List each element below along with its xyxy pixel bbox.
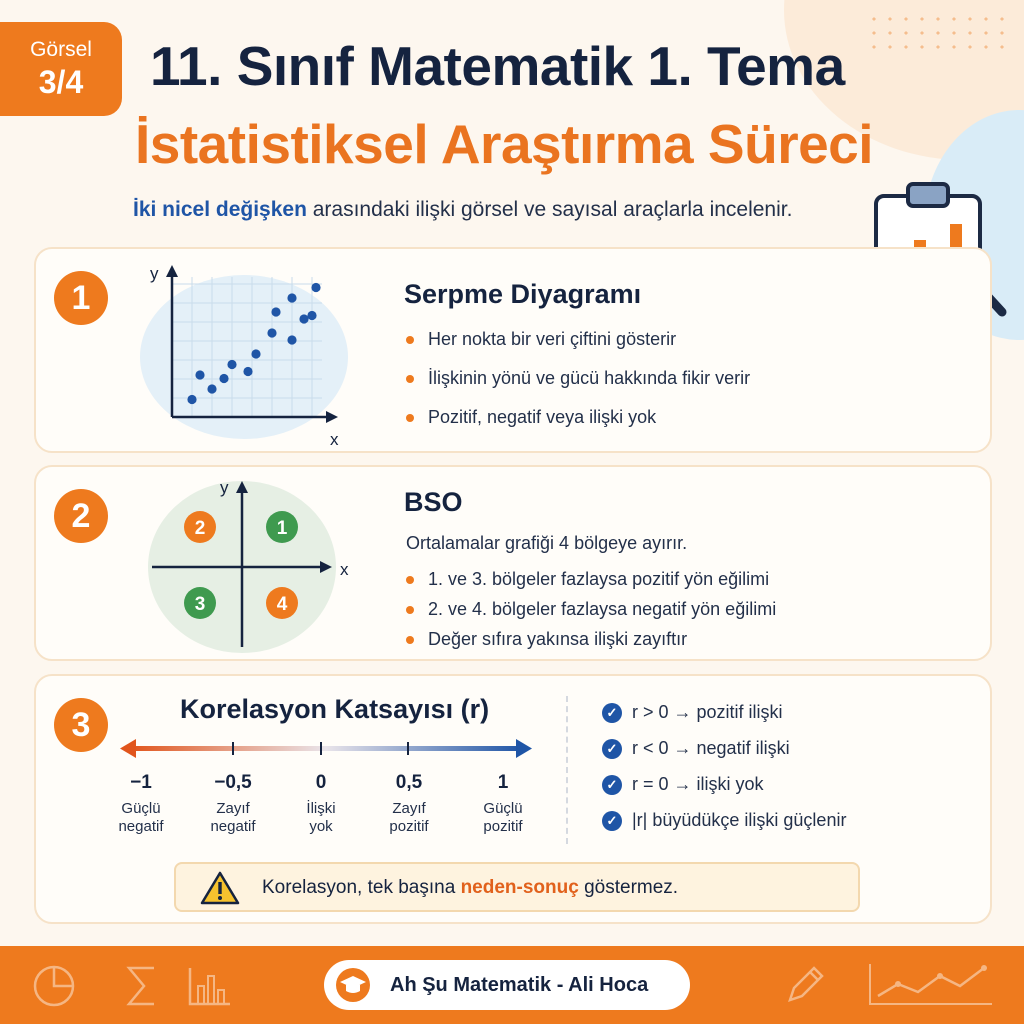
warning-text: Korelasyon, tek başına neden-sonuç göstermez. (262, 877, 679, 898)
check-icon: ✓ (602, 775, 622, 795)
list-item: ✓ r < 0 → negatif ilişki (602, 738, 846, 760)
check-icon: ✓ (602, 703, 622, 723)
page-title: 11. Sınıf Matematik 1. Tema (150, 35, 845, 97)
quadrant-diagram (144, 475, 374, 657)
pie-chart-icon (30, 962, 78, 1010)
page-subtitle-title: İstatistiksel Araştırma Süreci (135, 113, 874, 175)
scale-label-strong-negative: −1 Güçlü negatif (118, 772, 164, 835)
quadrant-label: 3 (194, 594, 206, 615)
decorative-dots (866, 12, 1006, 52)
brand-pill (324, 960, 690, 1010)
scatter-point (207, 384, 216, 393)
section-title: BSO (404, 487, 463, 517)
badge-label: Görsel (30, 38, 92, 61)
scatter-point (251, 349, 260, 358)
list-item: Her nokta bir veri çiftini gösterir (402, 329, 750, 350)
list-item: 1. ve 3. bölgeler fazlaysa pozitif yön eğilimi (402, 569, 776, 590)
correlation-card (34, 674, 992, 924)
scale-label-no-relation: 0 İlişki yok (306, 772, 336, 835)
section-number: 1 (54, 271, 108, 325)
bullet-list (402, 569, 776, 659)
y-axis-label: y (150, 264, 159, 283)
quadrant-label: 2 (194, 518, 206, 539)
bullet-list (402, 329, 750, 446)
scatter-point (243, 367, 252, 376)
divider (566, 696, 568, 844)
scatter-point (271, 307, 280, 316)
scatter-diagram-card (34, 247, 992, 453)
description-text: arasındaki ilişki görsel ve sayısal araçlarla incelenir. (306, 198, 793, 221)
scatter-point (287, 335, 296, 344)
sigma-icon (124, 964, 160, 1008)
scale-label-weak-negative: −0,5 Zayıf negatif (210, 772, 256, 835)
list-item: Pozitif, negatif veya ilişki yok (402, 407, 750, 428)
list-item: 2. ve 4. bölgeler fazlaysa negatif yön eğilimi (402, 599, 776, 620)
check-icon: ✓ (602, 739, 622, 759)
scatter-point (299, 314, 308, 323)
graduation-cap-icon (336, 968, 370, 1002)
quadrant-label: 4 (276, 594, 288, 615)
y-axis-label: y (220, 478, 229, 497)
pencil-icon (782, 962, 828, 1008)
list-item: ✓ r = 0 → ilişki yok (602, 774, 846, 796)
scatter-point (219, 374, 228, 383)
section-description: Ortalamalar grafiği 4 bölgeye ayırır. (406, 533, 688, 553)
section-title: Korelasyon Katsayısı (r) (180, 694, 490, 724)
scatter-point (311, 283, 320, 292)
quadrant-label: 1 (276, 518, 288, 539)
brand-name: Ah Şu Matematik - Ali Hoca (390, 974, 649, 996)
line-graph-icon (866, 960, 996, 1010)
footer (0, 946, 1024, 1024)
bar-chart-icon (186, 964, 234, 1008)
scatter-point (195, 370, 204, 379)
x-axis-label: x (330, 430, 339, 449)
x-axis-label: x (340, 560, 349, 579)
warning-icon (200, 871, 240, 905)
list-item: İlişkinin yönü ve gücü hakkında fikir verir (402, 368, 750, 389)
section-title: Serpme Diyagramı (404, 279, 642, 309)
warning-box (174, 862, 860, 912)
section-number: 3 (54, 698, 108, 752)
bso-card (34, 465, 992, 661)
scale-label-weak-positive: 0,5 Zayıf pozitif (389, 772, 429, 835)
scatter-point (187, 395, 196, 404)
scatter-point (307, 311, 316, 320)
check-icon: ✓ (602, 811, 622, 831)
check-list (602, 702, 846, 846)
scatter-point (227, 360, 236, 369)
section-number: 2 (54, 489, 108, 543)
page-badge (0, 22, 122, 116)
scale-label-strong-positive: 1 Güçlü pozitif (483, 772, 523, 835)
correlation-scale-arrow (116, 734, 536, 764)
badge-count: 3/4 (38, 64, 84, 100)
list-item: ✓ r > 0 → pozitif ilişki (602, 702, 846, 724)
warning-highlight: neden-sonuç (460, 877, 579, 898)
scatter-plot (132, 257, 372, 449)
page-description (133, 198, 893, 222)
scatter-point (287, 293, 296, 302)
scatter-point (267, 328, 276, 337)
list-item: ✓ |r| büyüdükçe ilişki güçlenir (602, 810, 846, 832)
list-item: Değer sıfıra yakınsa ilişki zayıftır (402, 629, 776, 650)
description-highlight: İki nicel değişken (133, 198, 307, 221)
